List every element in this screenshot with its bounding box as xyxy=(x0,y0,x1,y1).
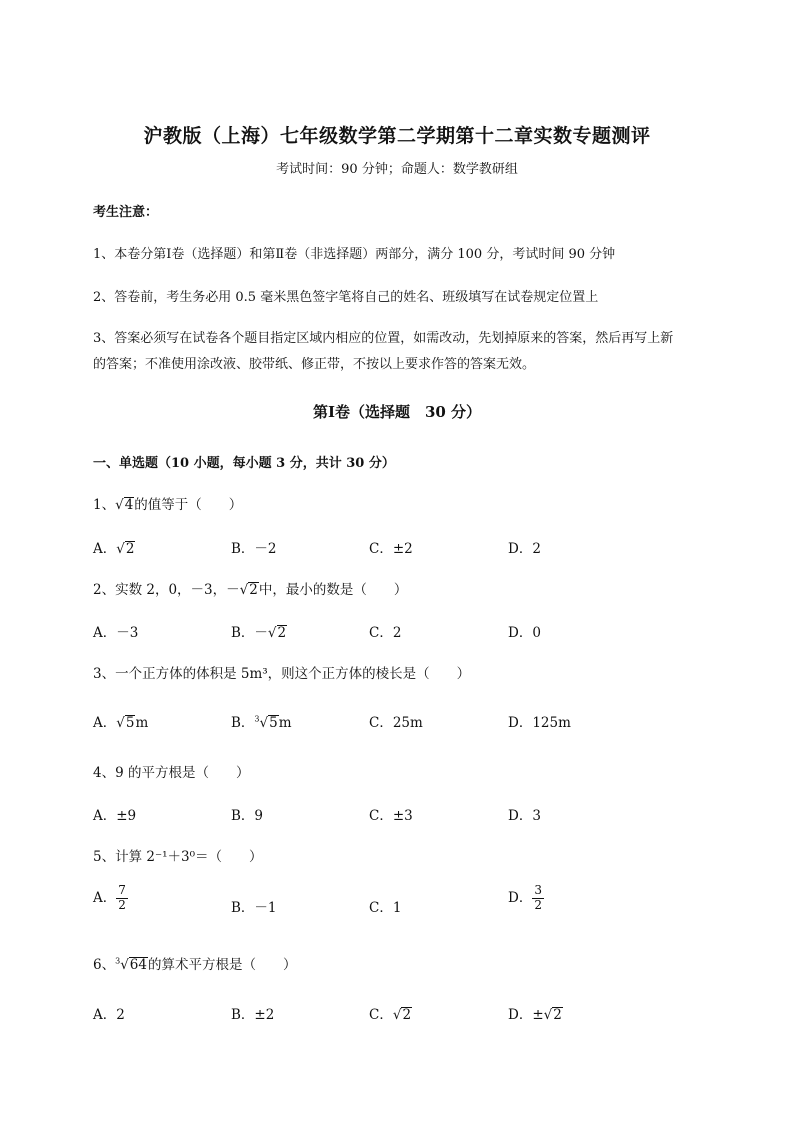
q3-option-d: D．125m xyxy=(508,715,571,731)
notice-item-2: 2、答卷前，考生务必用 0.5 毫米黑色签字笔将自己的姓名、班级填写在试卷规定位置上 xyxy=(93,290,599,305)
q2-option-c: C．2 xyxy=(369,625,402,641)
q4-option-b: B．9 xyxy=(231,808,264,824)
fraction: $\frac{3}{2}$ xyxy=(534,883,542,912)
notice-item-3-cont: 的答案；不准使用涂改液、胶带纸、修正带，不按以上要求作答的答案无效。 xyxy=(93,357,536,372)
notice-item-1: 1、本卷分第Ⅰ卷（选择题）和第Ⅱ卷（非选择题）两部分，满分 100 分，考试时间 90 分钟 xyxy=(93,247,616,262)
q6-option-c: C．√2 xyxy=(369,1007,412,1023)
page-title: 沪教版（上海）七年级数学第二学期第十二章实数专题测评 xyxy=(143,125,651,147)
q1-prefix: 1、 xyxy=(93,497,116,513)
q6-option-d: D．±√2 xyxy=(508,1007,562,1023)
q1-option-c: C．±2 xyxy=(369,541,413,557)
question-5: 5、计算 2⁻¹＋3⁰＝（ ） xyxy=(93,849,263,865)
q5-option-a: A． $\frac{7}{2}$ xyxy=(93,883,126,912)
q2-option-b: B．－√2 xyxy=(231,625,287,641)
section-title: 第Ⅰ卷（选择题 30 分） xyxy=(312,403,482,421)
q6-option-a: A．2 xyxy=(93,1007,125,1023)
q6-option-b: B．±2 xyxy=(231,1007,275,1023)
question-3: 3、一个正方体的体积是 5m³，则这个正方体的棱长是（ ） xyxy=(93,666,471,682)
q1-option-a: A．√2 xyxy=(93,541,135,557)
notice-item-3: 3、答案必须写在试卷各个题目指定区域内相应的位置，如需改动，先划掉原来的答案，然后再写上新 xyxy=(93,331,674,346)
q4-option-a: A．±9 xyxy=(93,808,137,824)
q5-option-d: D． $\frac{3}{2}$ xyxy=(508,883,542,912)
q1-option-d: D．2 xyxy=(508,541,541,557)
q4-option-d: D．3 xyxy=(508,808,541,824)
question-6: 6、$^3$√64的算术平方根是（ ） xyxy=(93,956,297,973)
notice-heading: 考生注意： xyxy=(93,205,159,220)
q3-option-a: A．√5m xyxy=(93,715,149,731)
part-heading: 一、单选题（10 小题，每小题 3 分，共计 30 分） xyxy=(93,456,395,471)
q3-option-c: C．25m xyxy=(369,715,423,731)
q5-option-c: C．1 xyxy=(369,900,402,916)
q3-option-b: B．$^3$√5m xyxy=(231,714,292,731)
question-1 xyxy=(93,493,242,513)
q4-option-c: C．±3 xyxy=(369,808,413,824)
sqrt-symbol: √4 xyxy=(115,497,134,513)
exam-info: 考试时间：90 分钟；命题人：数学教研组 xyxy=(276,162,518,177)
q2-option-a: A．－3 xyxy=(93,625,139,641)
question-4: 4、9 的平方根是（ ） xyxy=(93,765,250,781)
sqrt-symbol: √2 xyxy=(239,582,258,598)
q1-option-b: B．－2 xyxy=(231,541,277,557)
q5-option-b: B．－1 xyxy=(231,900,277,916)
question-2: 2、实数 2，0，－3，－√2中，最小的数是（ ） xyxy=(93,582,408,598)
fraction: $\frac{7}{2}$ xyxy=(118,883,126,912)
cube-root-symbol: √64 xyxy=(120,957,147,973)
q1-suffix: 的值等于（ ） xyxy=(134,497,243,513)
q2-option-d: D．0 xyxy=(508,625,541,641)
